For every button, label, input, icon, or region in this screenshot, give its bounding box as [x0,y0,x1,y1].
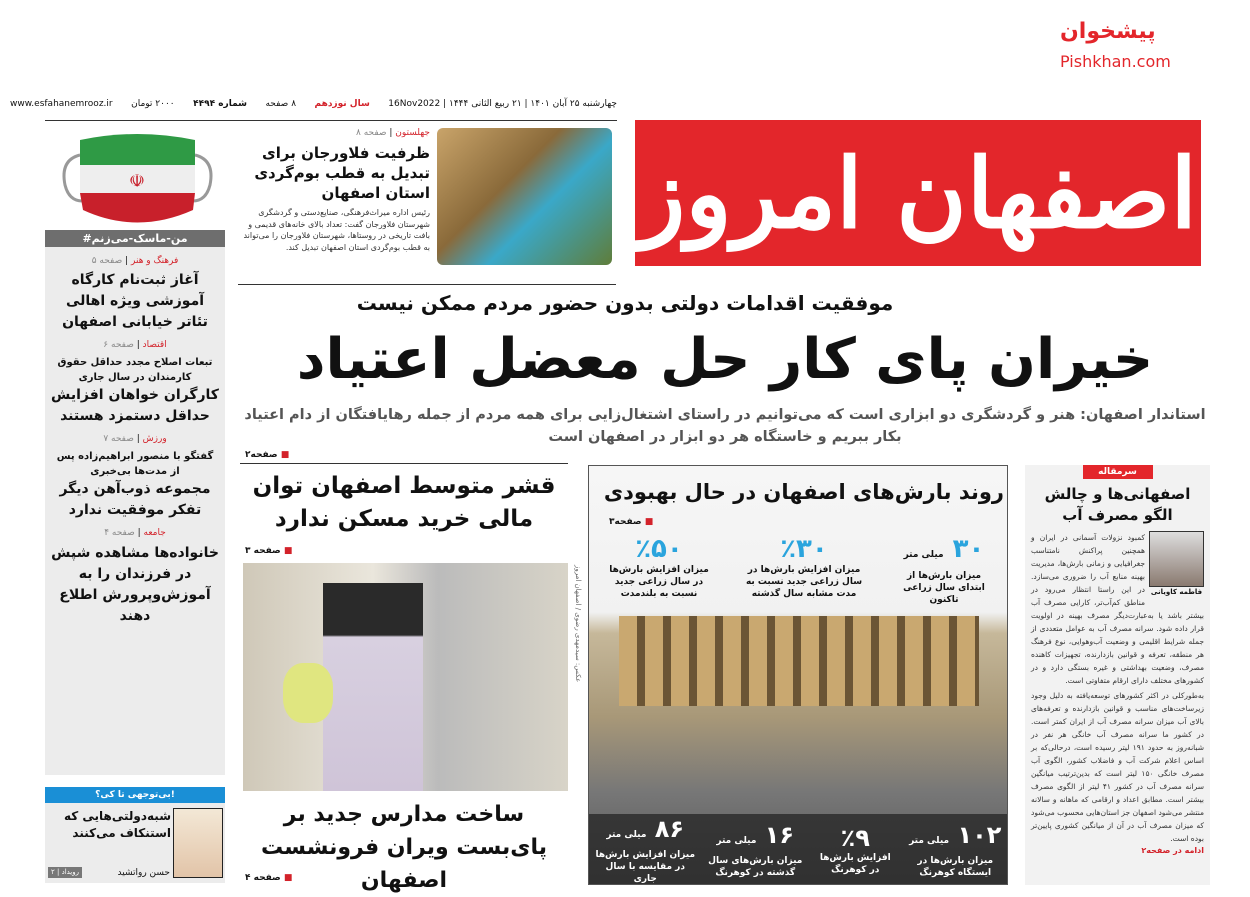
watermark-logo: پیشخوان [1060,19,1156,44]
lead-headline[interactable]: خیران پای کار حل معضل اعتیاد [296,327,1154,392]
schools-headline[interactable]: ساخت مدارس جدید بر پای‌بست ویران فرونشست اصفهان [261,802,547,893]
lead-body: استاندار اصفهان: هنر و گردشگری دو ابزاری است که می‌توانیم در راستای اشتغال‌زایی برای همه مردم از جمله رهایافتگان از دام اعتیاد بکار ببریم و خاستگاه هر دو ابزار در اصفهان است [244,407,1206,445]
column-headline: شبه‌دولتی‌هایی که استنکاف می‌کنند [63,809,171,840]
divider [238,284,616,285]
schools-page-ref: ■ صفحه ۴ [245,873,293,883]
khaju-bridge-image [619,616,979,706]
author-photo [1149,531,1204,587]
plastic-bag [283,663,333,723]
sidebar-news [45,247,225,775]
mask-flag-image [55,130,220,228]
bottom-stats [589,814,1008,885]
lead-page-ref: ■ صفحه۲ [245,450,290,460]
column-author: حسن رواتشید [117,868,170,878]
lead-subhead: موفقیت اقدامات دولتی بدون حضور مردم ممکن نیست [356,291,894,315]
top-story-headline: ظرفیت فلاورجان برای تبدیل به قطب بوم‌گردی استان اصفهان [254,144,430,202]
date: چهارشنبه ۲۵ آبان ۱۴۰۱ | ۲۱ ربیع الثانی ۱۴۴۴ | 16Nov2022 [388,99,617,109]
sidebar-headline: آغاز ثبت‌نام کارگاه آموزشی ویژه اهالی تئاتر خیابانی اصفهان [62,272,208,330]
page-count: ۸ صفحه [265,99,297,109]
continued-link[interactable]: ادامه در صفحه۲ [1141,846,1204,855]
real-estate-photo [243,563,568,791]
stat: ٪۹ افزایش بارش‌ها در کوهرنگ [819,824,891,875]
hashtag-banner: #من-ماسک-می‌زنم [45,230,225,247]
editorial[interactable]: سرمقاله اصفهانی‌ها و چالش الگو مصرف آب فاطمه کاویانی کمبود نزولات آسمانی در ایران و همچنین پراکنش نامتناسب جغرافیایی و زمانی بارش‌ها، مدیریت بهینه منابع آب را ضروری می‌سازد. در این راستا انتظار می‌رود در مناطق کم‌آب‌تر، کارایی مصرف آب بیشتر باشد یا به‌عبارت‌دیگر مصرف بهینه در اولویت قرار داده شود. سرانه مصرف آب به عوامل متعددی از جمله شرایط اقلیمی و وضعیت آب‌وهوایی، نوع فرهنگ هر منطقه، تعرفه و قوانین بازدارنده، تجهیزات کاهنده مصرف، وضعیت بهداشتی و غیره بستگی دارد و در کشورهای مختلف دارای ارقام متفاوتی است. به‌طورکلی در اکثر کشورهای توسعه‌یافته به دلیل وجود زیرساخت‌های مناسب و قوانین بازدارنده و تعرفه‌های بالای آب میزان سرانه مصرف آب از ایران کمتر است. در کشور ما سرانه مصرف آب خانگی هر نفر در شبانه‌روز به حدود ۱۹۱ لیتر رسیده است، درحالی‌که بر اساس اعلام شرکت آب و فاضلاب کشور، الگوی آب مصرف خانگی ۱۵۰ لیتر است که بدین‌ترتیب میانگین سرانه مصرف آب در کشور ۴۱ لیتر از الگوی مصرف بیشتر است. مطابق اعداد و ارقامی که ماهانه و سالانه منتشر می‌شود اصفهان جز استان‌هایی محسوب می‌شود که میزان مصرف آب در آن از میانگین کشوری پایین‌تر بوده است. ادامه در صفحه۲ [1025,465,1210,885]
sidebar-headline: خانواده‌ها مشاهده شپش در فرزندان را به آموزش‌وپرورش اطلاع دهند [51,545,219,624]
column-banner: بی‌توجهی تا کی؟! [45,787,225,803]
author-box: فاطمه کاویانی [1149,531,1204,597]
housing-headline[interactable]: قشر متوسط اصفهان توان مالی خرید مسکن ندارد [252,473,556,532]
sidebar-headline: مجموعه ذوب‌آهن دیگر تفکر موفقیت ندارد [59,481,211,518]
sidebar-item[interactable]: فرهنگ و هنر | صفحه ۵ آغاز ثبت‌نام کارگاه آموزشی ویژه اهالی تئاتر خیابانی اصفهان [51,255,219,333]
stat: ۱۶ میلی متر میزان بارش‌های سال گذشته در کوهرنگ [708,821,803,878]
masthead-logo: اصفهان امروز [635,120,1201,266]
stat: ۱۰۲ میلی متر میزان بارش‌ها در ایستگاه کوهرنگ [909,821,1002,878]
price: ۲۰۰۰ تومان [131,99,175,109]
rainfall-infographic[interactable] [588,465,1008,885]
stat: ٪۵۰ میزان افزایش بارش‌ها در سال زراعی جدید نسبت به بلندمدت [609,534,709,599]
top-stats [589,534,1008,606]
infographic-page-ref: ■ صفحه۳ [609,517,654,527]
sidebar-item[interactable]: ورزش | صفحه ۷ گفتگو با منصور ابراهیم‌زاده پس از مدت‌ها بی‌خبری مجموعه ذوب‌آهن دیگر تفکر موفقیت ندارد [51,433,219,521]
svg-text:☫: ☫ [128,171,146,192]
divider [45,120,617,121]
watermark-url: Pishkhan.com [1060,52,1171,71]
year: سال نوزدهم [314,99,370,109]
stat: ۳۰ میلی متر میزان بارش‌ها از ابتدای سال زراعی تاکنون [903,534,985,605]
column-tag: رویداد | ۲ [48,867,82,878]
infographic-headline: روند بارش‌های اصفهان در حال بهبودی [603,480,1004,504]
opinion-column[interactable] [45,803,225,883]
dateline [10,99,617,109]
stat: ٪۳۰ میزان افزایش بارش‌ها در سال زراعی جدید نسبت به مدت مشابه سال گذشته [745,534,863,599]
courtyard-photo [437,128,612,265]
sidebar-headline: کارگران خواهان افزایش حداقل دستمزد هستند [51,387,219,424]
editorial-label: سرمقاله [1083,465,1153,479]
housing-page-ref: ■ صفحه ۳ [245,546,293,556]
photo-credit: عکس: سیدمهدی رضوی / اصفهان امروز [574,565,582,683]
sidebar-item[interactable]: اقتصاد | صفحه ۶ تبعات اصلاح مجدد حداقل حقوق کارمندان در سال جاری کارگران خواهان افزایش حداقل دستمزد هستند [51,339,219,427]
sidebar-item[interactable]: جامعه | صفحه ۴ خانواده‌ها مشاهده شپش در فرزندان را به آموزش‌وپرورش اطلاع دهند [51,527,219,627]
top-story[interactable]: جهلستون | صفحه ۸ ظرفیت فلاورجان برای تبدیل به قطب بوم‌گردی استان اصفهان رئیس اداره میراث‌فرهنگی، صنایع‌دستی و گردشگری شهرستان فلاورجان گفت: تعداد بالای خانه‌های قدیمی و بافت تاریخی در روستاها، شهرستان فلاورجان را می‌تواند به قطب بوم‌گردی استان اصفهان تبدیل کند. [238,127,430,253]
author-photo [173,808,223,878]
top-story-body: رئیس اداره میراث‌فرهنگی، صنایع‌دستی و گردشگری شهرستان فلاورجان گفت: تعداد بالای خانه‌های قدیمی و بافت تاریخی در روستاها، شهرستان فلاورجان را می‌تواند به قطب بوم‌گردی استان اصفهان تبدیل کند. [243,208,430,252]
issue-number: شماره ۴۴۹۴ [193,99,247,109]
editorial-headline: اصفهانی‌ها و چالش الگو مصرف آب [1044,485,1191,524]
divider [240,463,568,464]
website-link[interactable]: www.esfahanemrooz.ir [10,99,113,109]
man-figure [323,583,423,791]
stat: ۸۶ میلی متر میزان افزایش بارش‌ها در مقایسه با سال جاری [595,815,696,884]
